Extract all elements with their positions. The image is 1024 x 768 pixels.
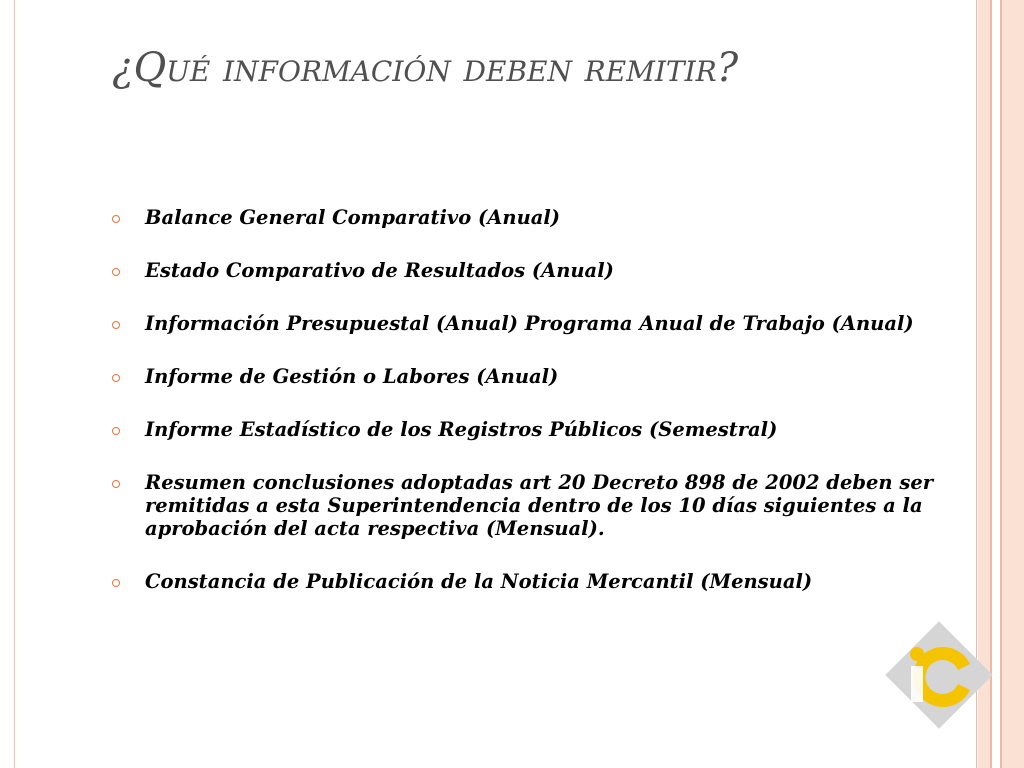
bullet-item	[110, 365, 950, 388]
bullet-text: Constancia de Publicación de la Noticia Mercantil (Mensual)	[145, 570, 813, 593]
bullet-text: Informe Estadístico de los Registros Públicos (Semestral)	[145, 418, 778, 441]
logo-i-dot	[910, 647, 924, 661]
bullet-item	[110, 206, 950, 229]
circle-bullet-icon	[112, 374, 120, 382]
ic-logo-icon	[884, 620, 994, 730]
bullet-item	[110, 471, 950, 540]
bullet-list	[110, 206, 950, 623]
circle-bullet-icon	[112, 215, 120, 223]
bullet-text: Informe de Gestión o Labores (Anual)	[145, 365, 559, 388]
circle-bullet-icon	[112, 579, 120, 587]
bullet-text: Resumen conclusiones adoptadas art 20 Decreto 898 de 2002 deben ser remitidas a esta Superintendencia dentro de los 10 días siguientes a la aprobación del acta respectiva (Mensual).	[145, 471, 934, 540]
bullet-text: Balance General Comparativo (Anual)	[145, 206, 561, 229]
circle-bullet-icon	[112, 480, 120, 488]
bullet-item	[110, 570, 950, 593]
logo-background	[885, 621, 992, 728]
logo-i-stem	[911, 666, 923, 702]
left-border-rule	[14, 0, 15, 768]
circle-bullet-icon	[112, 268, 120, 276]
slide-title: ¿Qué información deben remitir?	[112, 45, 739, 91]
bullet-text: Información Presupuestal (Anual) Programa Anual de Trabajo (Anual)	[145, 312, 914, 335]
bullet-text: Estado Comparativo de Resultados (Anual)	[145, 259, 614, 282]
bullet-item	[110, 418, 950, 441]
bullet-item	[110, 312, 950, 335]
circle-bullet-icon	[112, 427, 120, 435]
bullet-item	[110, 259, 950, 282]
circle-bullet-icon	[112, 321, 120, 329]
stripe	[1002, 0, 1024, 768]
